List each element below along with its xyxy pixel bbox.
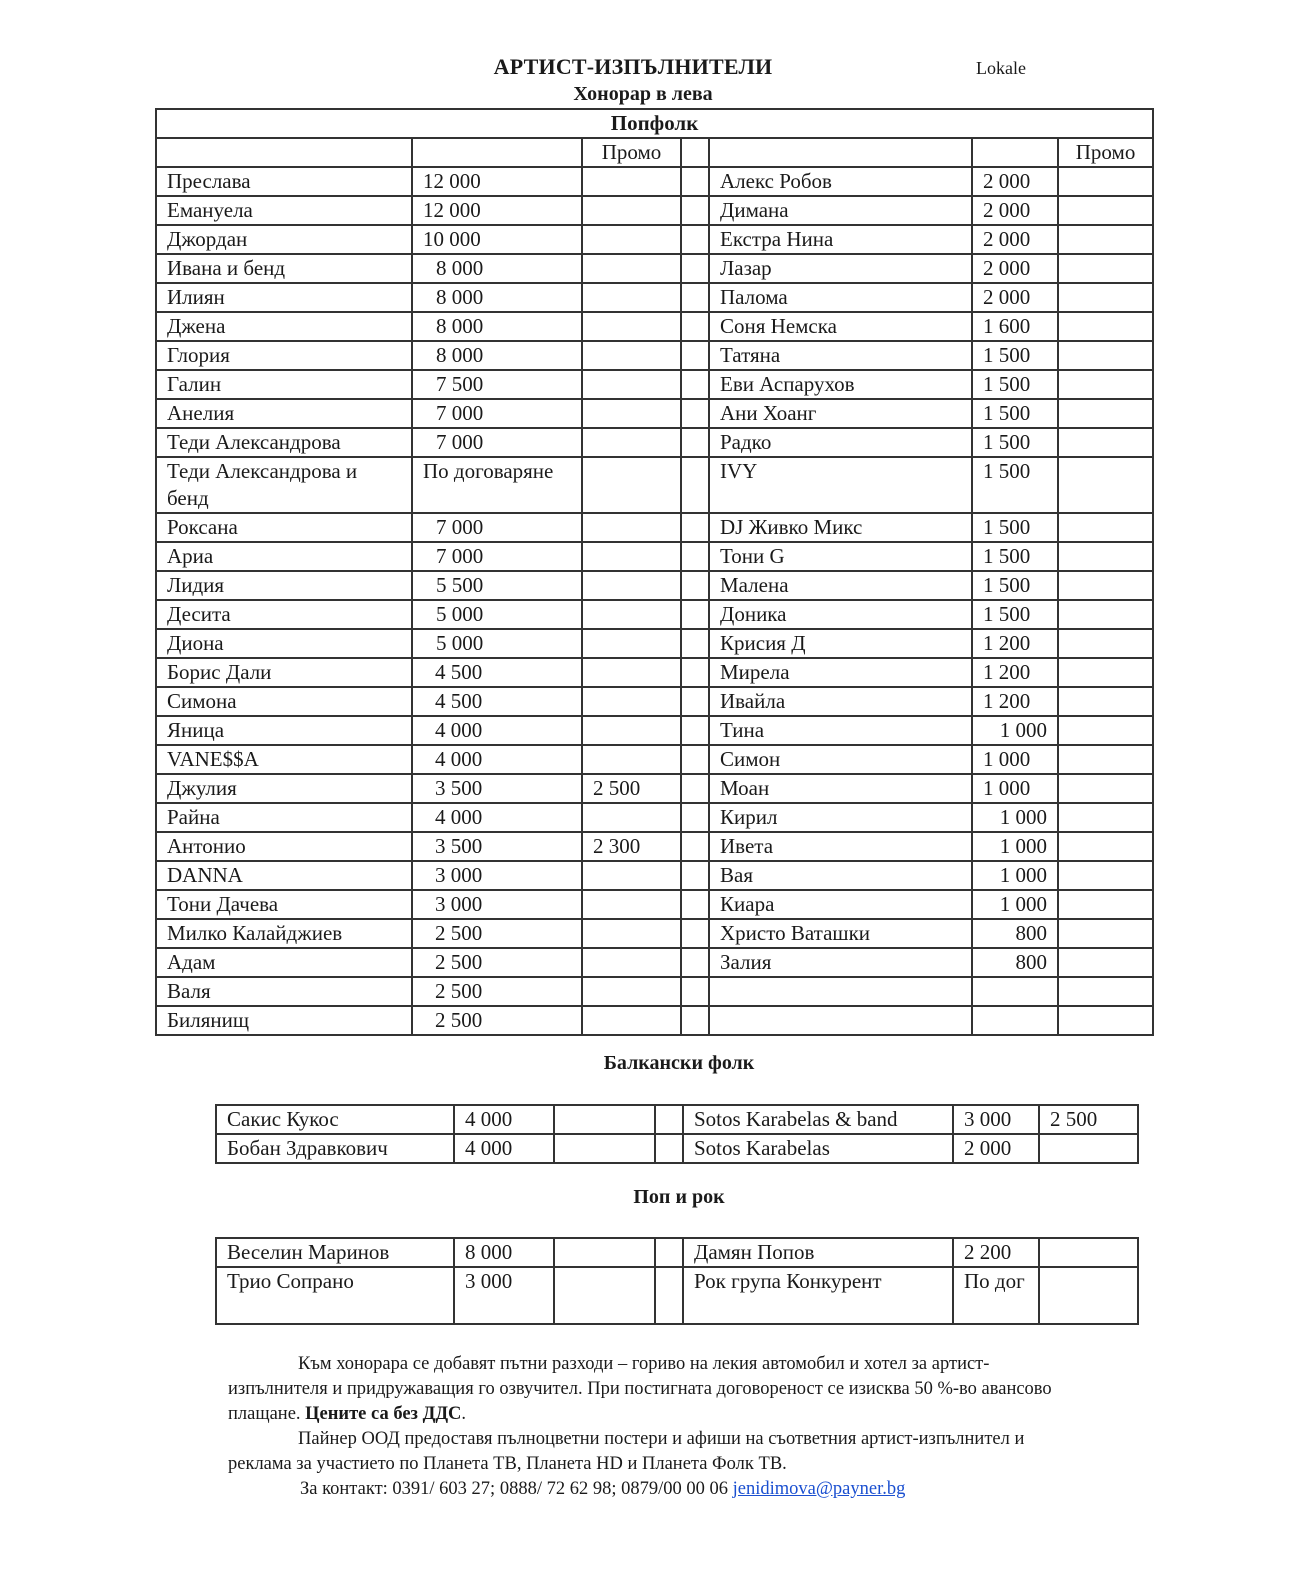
contact-phones: За контакт: 0391/ 603 27; 0888/ 72 62 98; 0879/00 00 06 <box>300 1479 733 1499</box>
pop-rock-table <box>215 1237 1139 1325</box>
footer-notes <box>228 1352 1088 1502</box>
balkan-section-title-text: Балкански фолк <box>603 1052 755 1074</box>
table-row <box>216 1238 1138 1267</box>
artist-name: Моан <box>709 774 972 803</box>
artist-fee: 10 000 <box>412 225 582 254</box>
poprock-section-title-text: Поп и рок <box>633 1186 725 1208</box>
artist-fee: 8 000 <box>412 283 582 312</box>
artist-name: Тони Дачева <box>156 890 412 919</box>
document-title <box>0 54 1290 80</box>
column-separator <box>681 658 709 687</box>
column-separator <box>681 283 709 312</box>
table-row <box>156 919 1153 948</box>
artist-fee: 8 000 <box>412 312 582 341</box>
artist-fee: 5 500 <box>412 571 582 600</box>
artist-name: DJ Живко Микс <box>709 513 972 542</box>
artist-name: Тина <box>709 716 972 745</box>
artist-fee: 1 000 <box>972 832 1058 861</box>
column-separator <box>681 745 709 774</box>
artist-fee: 2 000 <box>972 283 1058 312</box>
artist-fee: 4 000 <box>412 745 582 774</box>
column-separator <box>681 254 709 283</box>
artist-promo <box>582 428 681 457</box>
column-separator <box>681 774 709 803</box>
column-separator <box>681 341 709 370</box>
artist-fee: 2 500 <box>412 948 582 977</box>
table-row <box>156 513 1153 542</box>
artist-promo <box>1058 283 1153 312</box>
artist-name: Борис Дали <box>156 658 412 687</box>
artist-promo <box>1058 1006 1153 1035</box>
artist-fee: 4 000 <box>454 1134 554 1163</box>
artist-promo <box>1058 919 1153 948</box>
artist-name: Тони G <box>709 542 972 571</box>
artist-fee: 3 000 <box>953 1105 1039 1134</box>
artist-fee: 1 500 <box>972 571 1058 600</box>
artist-fee: 2 000 <box>953 1134 1039 1163</box>
artist-promo <box>1058 948 1153 977</box>
column-separator <box>681 399 709 428</box>
artist-fee: 12 000 <box>412 167 582 196</box>
artist-fee: 1 500 <box>972 513 1058 542</box>
artist-promo <box>582 341 681 370</box>
footer-paragraph-fees <box>228 1352 1088 1427</box>
column-separator <box>681 312 709 341</box>
artist-promo <box>554 1105 655 1134</box>
column-separator <box>681 687 709 716</box>
artist-fee: 4 000 <box>412 716 582 745</box>
footer-paragraph-fees-text: Към хонорара се добавят пътни разходи – гориво на лекия автомобил и хотел за артист-изпълнителя и придружаващия го озвучител. При постигната договореност се изисква 50 %-во авансово плащане. <box>228 1354 1052 1424</box>
table-row <box>156 312 1153 341</box>
artist-fee: 3 500 <box>412 774 582 803</box>
table-row <box>156 341 1153 370</box>
artist-fee: 1 600 <box>972 312 1058 341</box>
header-promo-right: Промо <box>1058 138 1153 167</box>
table-row <box>156 428 1153 457</box>
artist-promo <box>1058 225 1153 254</box>
artist-name: Глория <box>156 341 412 370</box>
artist-name: Ивайла <box>709 687 972 716</box>
table-row <box>156 254 1153 283</box>
artist-promo <box>582 542 681 571</box>
artist-name: Крисия Д <box>709 629 972 658</box>
table-row <box>216 1105 1138 1134</box>
column-separator <box>681 571 709 600</box>
table-row <box>156 977 1153 1006</box>
artist-fee <box>972 1006 1058 1035</box>
artist-name: Сакис Кукос <box>216 1105 454 1134</box>
header-name-right <box>709 138 972 167</box>
artist-fee: 1 500 <box>972 370 1058 399</box>
column-separator <box>681 542 709 571</box>
artist-promo <box>554 1134 655 1163</box>
artist-name: Билянищ <box>156 1006 412 1035</box>
header-fee-right <box>972 138 1058 167</box>
artist-fee: 1 500 <box>972 428 1058 457</box>
artist-name: Палома <box>709 283 972 312</box>
footer-contact <box>228 1477 1088 1502</box>
artist-fee: 1 000 <box>972 774 1058 803</box>
artist-fee: 2 200 <box>953 1238 1039 1267</box>
artist-name: Дамян Попов <box>683 1238 953 1267</box>
column-separator <box>681 513 709 542</box>
artist-fee: 800 <box>972 948 1058 977</box>
table-row <box>156 745 1153 774</box>
artist-promo: 2 500 <box>1039 1105 1138 1134</box>
table-row <box>156 687 1153 716</box>
balkan-folk-table <box>215 1104 1139 1164</box>
artist-promo <box>554 1267 655 1324</box>
artist-name: Галин <box>156 370 412 399</box>
artist-promo <box>1058 428 1153 457</box>
column-separator <box>681 138 709 167</box>
artist-fee: 4 500 <box>412 658 582 687</box>
artist-fee: 3 000 <box>412 861 582 890</box>
artist-fee: 1 500 <box>972 399 1058 428</box>
table-row <box>216 1134 1138 1163</box>
artist-name: Роксана <box>156 513 412 542</box>
artist-promo: 2 300 <box>582 832 681 861</box>
artist-name: DANNA <box>156 861 412 890</box>
poprock-section-title <box>0 1186 1290 1209</box>
artist-promo <box>554 1238 655 1267</box>
artist-fee: 1 000 <box>972 745 1058 774</box>
artist-fee: 2 500 <box>412 919 582 948</box>
column-separator <box>681 1006 709 1035</box>
table-row <box>156 832 1153 861</box>
artist-promo <box>1058 513 1153 542</box>
artist-name: Соня Немска <box>709 312 972 341</box>
artist-promo <box>582 600 681 629</box>
artist-fee: 4 000 <box>454 1105 554 1134</box>
artist-promo <box>582 312 681 341</box>
header-name-left <box>156 138 412 167</box>
table-row <box>156 370 1153 399</box>
artist-name: Яница <box>156 716 412 745</box>
table-row <box>156 600 1153 629</box>
artist-name: VANE$$A <box>156 745 412 774</box>
artist-promo <box>1058 312 1153 341</box>
table-row <box>156 803 1153 832</box>
artist-name: Теди Александрова <box>156 428 412 457</box>
header-promo-left: Промо <box>582 138 681 167</box>
artist-fee: 7 000 <box>412 513 582 542</box>
artist-promo <box>582 890 681 919</box>
vat-notice: Цените са без ДДС <box>305 1404 462 1424</box>
artist-fee: 2 000 <box>972 167 1058 196</box>
artist-fee: 4 000 <box>412 803 582 832</box>
table-row <box>156 457 1153 513</box>
artist-fee: 1 500 <box>972 457 1058 513</box>
artist-name: Антонио <box>156 832 412 861</box>
table-row <box>156 167 1153 196</box>
artist-name: Симона <box>156 687 412 716</box>
popfolk-column-header-row <box>156 138 1153 167</box>
artist-name: Трио Сопрано <box>216 1267 454 1324</box>
artist-name: Димана <box>709 196 972 225</box>
column-separator <box>681 890 709 919</box>
artist-name: Ивета <box>709 832 972 861</box>
artist-fee: 1 000 <box>972 803 1058 832</box>
artist-name: Анелия <box>156 399 412 428</box>
column-separator <box>681 977 709 1006</box>
artist-promo <box>1058 803 1153 832</box>
artist-name <box>709 1006 972 1035</box>
column-separator <box>681 457 709 513</box>
artist-promo <box>582 803 681 832</box>
artist-promo <box>1058 399 1153 428</box>
column-separator <box>681 370 709 399</box>
table-row <box>156 629 1153 658</box>
artist-fee: 1 500 <box>972 542 1058 571</box>
lokale-label: Lokale <box>976 58 1026 78</box>
artist-promo <box>1058 600 1153 629</box>
artist-promo <box>582 399 681 428</box>
artist-promo <box>582 254 681 283</box>
artist-fee: 1 200 <box>972 687 1058 716</box>
header-fee-left <box>412 138 582 167</box>
artist-fee: 1 000 <box>972 861 1058 890</box>
artist-promo <box>1058 745 1153 774</box>
artist-promo <box>1058 457 1153 513</box>
document-subtitle <box>0 83 1290 106</box>
artist-fee: По договаряне <box>412 457 582 513</box>
artist-fee: 2 000 <box>972 254 1058 283</box>
artist-name: Алекс Робов <box>709 167 972 196</box>
popfolk-section-title: Попфолк <box>156 109 1153 138</box>
artist-name: Илиян <box>156 283 412 312</box>
artist-name: Залия <box>709 948 972 977</box>
column-separator <box>681 948 709 977</box>
artist-name: Джулия <box>156 774 412 803</box>
artist-promo <box>1058 890 1153 919</box>
artist-name: Лидия <box>156 571 412 600</box>
table-row <box>156 225 1153 254</box>
artist-fee: 2 000 <box>972 225 1058 254</box>
artist-promo <box>1058 542 1153 571</box>
artist-promo <box>1058 196 1153 225</box>
artist-fee: 1 500 <box>972 600 1058 629</box>
column-separator <box>681 919 709 948</box>
column-separator <box>681 629 709 658</box>
column-separator <box>655 1134 683 1163</box>
artist-promo <box>1039 1238 1138 1267</box>
contact-email-link[interactable]: jenidimova@payner.bg <box>732 1479 906 1499</box>
artist-promo <box>582 919 681 948</box>
artist-fee: 7 000 <box>412 428 582 457</box>
artist-name: Диона <box>156 629 412 658</box>
artist-promo <box>1058 774 1153 803</box>
artist-fee: 1 200 <box>972 658 1058 687</box>
artist-name: Sotos Karabelas <box>683 1134 953 1163</box>
artist-fee <box>972 977 1058 1006</box>
artist-fee: 1 200 <box>972 629 1058 658</box>
artist-name: Радко <box>709 428 972 457</box>
artist-fee: 2 500 <box>412 977 582 1006</box>
artist-promo <box>1058 254 1153 283</box>
artist-name: Малена <box>709 571 972 600</box>
artist-fee: 1 500 <box>972 341 1058 370</box>
table-row <box>156 196 1153 225</box>
column-separator <box>681 832 709 861</box>
artist-name: Еви Аспарухов <box>709 370 972 399</box>
column-separator <box>681 716 709 745</box>
artist-name: Христо Ваташки <box>709 919 972 948</box>
artist-promo <box>1058 629 1153 658</box>
footer-paragraph-promo: Пайнер ООД предоставя пълноцветни постери и афиши на съответния артист-изпълнител и реклама за участието по Планета ТВ, Планета HD и Планета Фолк ТВ. <box>228 1429 1025 1474</box>
artist-promo <box>582 167 681 196</box>
artist-name: Бобан Здравкович <box>216 1134 454 1163</box>
artist-promo <box>1058 687 1153 716</box>
artist-name: Екстра Нина <box>709 225 972 254</box>
artist-fee: 1 000 <box>972 890 1058 919</box>
artist-name: Милко Калайджиев <box>156 919 412 948</box>
artist-promo <box>1058 861 1153 890</box>
artist-name <box>709 977 972 1006</box>
artist-name: Кирил <box>709 803 972 832</box>
artist-name: Ани Хоанг <box>709 399 972 428</box>
popfolk-section-header <box>156 109 1153 138</box>
artist-name: Татяна <box>709 341 972 370</box>
table-row <box>156 774 1153 803</box>
artist-fee: 800 <box>972 919 1058 948</box>
artist-promo <box>1058 571 1153 600</box>
artist-name: Валя <box>156 977 412 1006</box>
popfolk-table <box>155 108 1154 1036</box>
artist-promo <box>582 1006 681 1035</box>
table-row <box>156 861 1153 890</box>
artist-promo <box>582 196 681 225</box>
table-row <box>156 658 1153 687</box>
artist-promo <box>582 629 681 658</box>
table-row <box>156 716 1153 745</box>
artist-fee: 1 000 <box>972 716 1058 745</box>
artist-promo <box>582 861 681 890</box>
column-separator <box>655 1238 683 1267</box>
table-row <box>156 399 1153 428</box>
artist-promo <box>582 977 681 1006</box>
artist-fee: 5 000 <box>412 629 582 658</box>
column-separator <box>655 1267 683 1324</box>
artist-promo <box>582 513 681 542</box>
artist-name: IVY <box>709 457 972 513</box>
artist-name: Вая <box>709 861 972 890</box>
artist-promo <box>1058 716 1153 745</box>
table-row <box>156 1006 1153 1035</box>
artist-fee: 12 000 <box>412 196 582 225</box>
table-row <box>156 890 1153 919</box>
artist-promo <box>1058 370 1153 399</box>
table-row <box>216 1267 1138 1324</box>
artist-promo <box>582 225 681 254</box>
artist-name: Емануела <box>156 196 412 225</box>
artist-promo <box>1058 167 1153 196</box>
artist-name: Лазар <box>709 254 972 283</box>
column-separator <box>655 1105 683 1134</box>
artist-name: Джордан <box>156 225 412 254</box>
artist-fee: 3 000 <box>454 1267 554 1324</box>
artist-fee: 7 000 <box>412 542 582 571</box>
artist-fee: 8 000 <box>454 1238 554 1267</box>
artist-name: Ариа <box>156 542 412 571</box>
artist-name: Мирела <box>709 658 972 687</box>
column-separator <box>681 196 709 225</box>
artist-promo <box>582 283 681 312</box>
artist-name: Киара <box>709 890 972 919</box>
artist-promo <box>582 948 681 977</box>
artist-fee: 3 500 <box>412 832 582 861</box>
table-row <box>156 283 1153 312</box>
footer-paragraph-fees-end: . <box>461 1404 467 1424</box>
artist-promo <box>1039 1134 1138 1163</box>
artist-name: Доника <box>709 600 972 629</box>
artist-promo <box>1058 341 1153 370</box>
artist-name: Райна <box>156 803 412 832</box>
artist-fee: 2 000 <box>972 196 1058 225</box>
artist-name: Симон <box>709 745 972 774</box>
artist-fee: 7 000 <box>412 399 582 428</box>
artist-name: Ивана и бенд <box>156 254 412 283</box>
artist-name: Преслава <box>156 167 412 196</box>
document-title-text: АРТИСТ-ИЗПЪЛНИТЕЛИ <box>493 54 773 79</box>
table-row <box>156 542 1153 571</box>
column-separator <box>681 861 709 890</box>
artist-fee: 2 500 <box>412 1006 582 1035</box>
artist-fee: 8 000 <box>412 254 582 283</box>
column-separator <box>681 600 709 629</box>
column-separator <box>681 803 709 832</box>
artist-fee: 3 000 <box>412 890 582 919</box>
artist-promo <box>582 571 681 600</box>
artist-fee: 4 500 <box>412 687 582 716</box>
table-row <box>156 571 1153 600</box>
artist-promo <box>1058 658 1153 687</box>
artist-name: Sotos Karabelas & band <box>683 1105 953 1134</box>
column-separator <box>681 167 709 196</box>
column-separator <box>681 225 709 254</box>
artist-fee: По дог <box>953 1267 1039 1324</box>
table-row <box>156 948 1153 977</box>
artist-promo <box>582 745 681 774</box>
artist-name: Адам <box>156 948 412 977</box>
artist-name: Веселин Маринов <box>216 1238 454 1267</box>
artist-fee: 5 000 <box>412 600 582 629</box>
artist-promo <box>1058 977 1153 1006</box>
column-separator <box>681 428 709 457</box>
artist-fee: 8 000 <box>412 341 582 370</box>
artist-promo <box>582 658 681 687</box>
artist-promo <box>1058 832 1153 861</box>
artist-name: Джена <box>156 312 412 341</box>
artist-name: Десита <box>156 600 412 629</box>
artist-fee: 7 500 <box>412 370 582 399</box>
artist-promo: 2 500 <box>582 774 681 803</box>
artist-name: Рок група Конкурент <box>683 1267 953 1324</box>
artist-promo <box>582 687 681 716</box>
balkan-section-title <box>0 1052 1290 1075</box>
artist-promo <box>1039 1267 1138 1324</box>
artist-name: Теди Александрова и бенд <box>156 457 412 513</box>
artist-promo <box>582 370 681 399</box>
artist-promo <box>582 457 681 513</box>
artist-promo <box>582 716 681 745</box>
document-subtitle-text: Хонорар в лева <box>573 83 713 105</box>
